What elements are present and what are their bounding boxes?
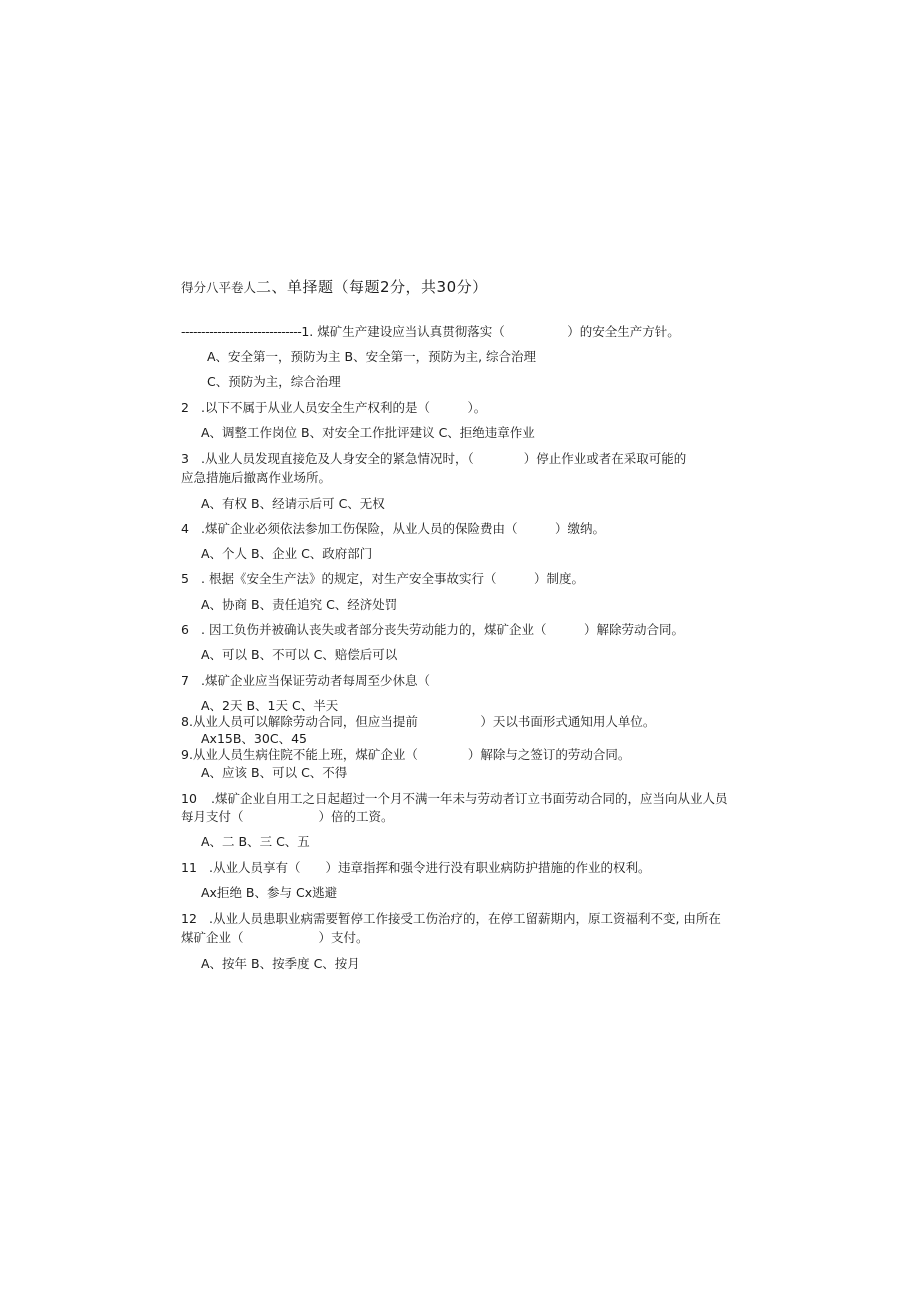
question-5: [181, 571, 584, 587]
question-11: [181, 860, 650, 876]
question-7-options: A、2天 B、1天 C、半天: [201, 698, 339, 713]
question-12: [181, 911, 721, 927]
question-1-options-c: C、预防为主，综合治理: [207, 374, 341, 389]
question-3-options: A、有权 B、经请示后可 C、无权: [201, 496, 385, 511]
question-12-number: 12: [181, 911, 197, 926]
question-6-options: A、可以 B、不可以 C、赔偿后可以: [201, 647, 398, 662]
question-7-number: 7: [181, 673, 189, 688]
score-label: 得分八平卷人: [181, 280, 257, 295]
question-6-number: 6: [181, 622, 189, 637]
question-11-number: 11: [181, 860, 197, 875]
question-3-text: .从业人员发现直接危及人身安全的紧急情况时，（ ）停止作业或者在采取可能的: [201, 451, 687, 466]
question-10: [181, 791, 727, 807]
question-8-options: Ax15B、30C、45: [201, 731, 307, 746]
question-10-text-cont: 每月支付（ ）倍的工资。: [181, 809, 394, 824]
question-4-text: .煤矿企业必须依法参加工伤保险，从业人员的保险费由（ ）缴纳。: [201, 521, 605, 536]
section-heading: [181, 278, 488, 297]
question-4: [181, 521, 605, 537]
question-1-text: 1. 煤矿生产建设应当认真贯彻落实（ ）的安全生产方针。: [301, 324, 680, 339]
question-2-number: 2: [181, 400, 189, 415]
question-10-number: 10: [181, 791, 197, 806]
question-4-number: 4: [181, 521, 189, 536]
question-6-text: . 因工负伤并被确认丧失或者部分丧失劳动能力的，煤矿企业（ ）解除劳动合同。: [201, 622, 684, 637]
question-5-number: 5: [181, 571, 189, 586]
question-12-options: A、按年 B、按季度 C、按月: [201, 956, 360, 971]
question-11-text: .从业人员享有（ ）违章指挥和强令进行没有职业病防护措施的作业的权利。: [209, 860, 651, 875]
question-7: [181, 673, 430, 689]
question-1-options-a-b: A、安全第一，预防为主 B、安全第一，预防为主, 综合治理: [207, 349, 537, 364]
question-4-options: A、个人 B、企业 C、政府部门: [201, 546, 373, 561]
score-dash-line: ------------------------------: [181, 324, 302, 339]
question-11-options: Ax拒绝 B、参与 Cx逃避: [201, 885, 338, 900]
question-2: [181, 400, 486, 416]
question-6: [181, 622, 684, 638]
question-2-text: .以下不属于从业人员安全生产权利的是（ ）。: [201, 400, 487, 415]
question-9: 9.从业人员生病住院不能上班，煤矿企业（ ）解除与之签订的劳动合同。: [181, 747, 631, 762]
question-9-options: A、应该 B、可以 C、不得: [201, 765, 348, 780]
section-title: 二、单择题（每题2分，共30分）: [256, 278, 488, 296]
question-12-text-cont: 煤矿企业（ ）支付。: [181, 930, 369, 945]
question-2-options: A、调整工作岗位 B、对安全工作批评建议 C、拒绝违章作业: [201, 425, 535, 440]
question-8: 8.从业人员可以解除劳动合同，但应当提前 ）天以书面形式通知用人单位。: [181, 714, 656, 729]
question-3: [181, 451, 686, 467]
question-7-text: .煤矿企业应当保证劳动者每周至少休息（: [201, 673, 430, 688]
question-10-text: .煤矿企业自用工之日起超过一个月不满一年未与劳动者订立书面劳动合同的，应当向从业人员: [211, 791, 728, 806]
question-10-options: A、二 B、三 C、五: [201, 834, 310, 849]
question-5-options: A、协商 B、责任追究 C、经济处罚: [201, 597, 398, 612]
question-12-text: .从业人员患职业病需要暂停工作接受工伤治疗的，在停工留薪期内，原工资福利不变, 由所在: [209, 911, 721, 926]
question-5-text: . 根据《安全生产法》的规定，对生产安全事故实行（ ）制度。: [201, 571, 584, 586]
question-3-number: 3: [181, 451, 189, 466]
question-1: [181, 324, 680, 340]
question-3-text-cont: 应急措施后撤离作业场所。: [181, 470, 332, 485]
